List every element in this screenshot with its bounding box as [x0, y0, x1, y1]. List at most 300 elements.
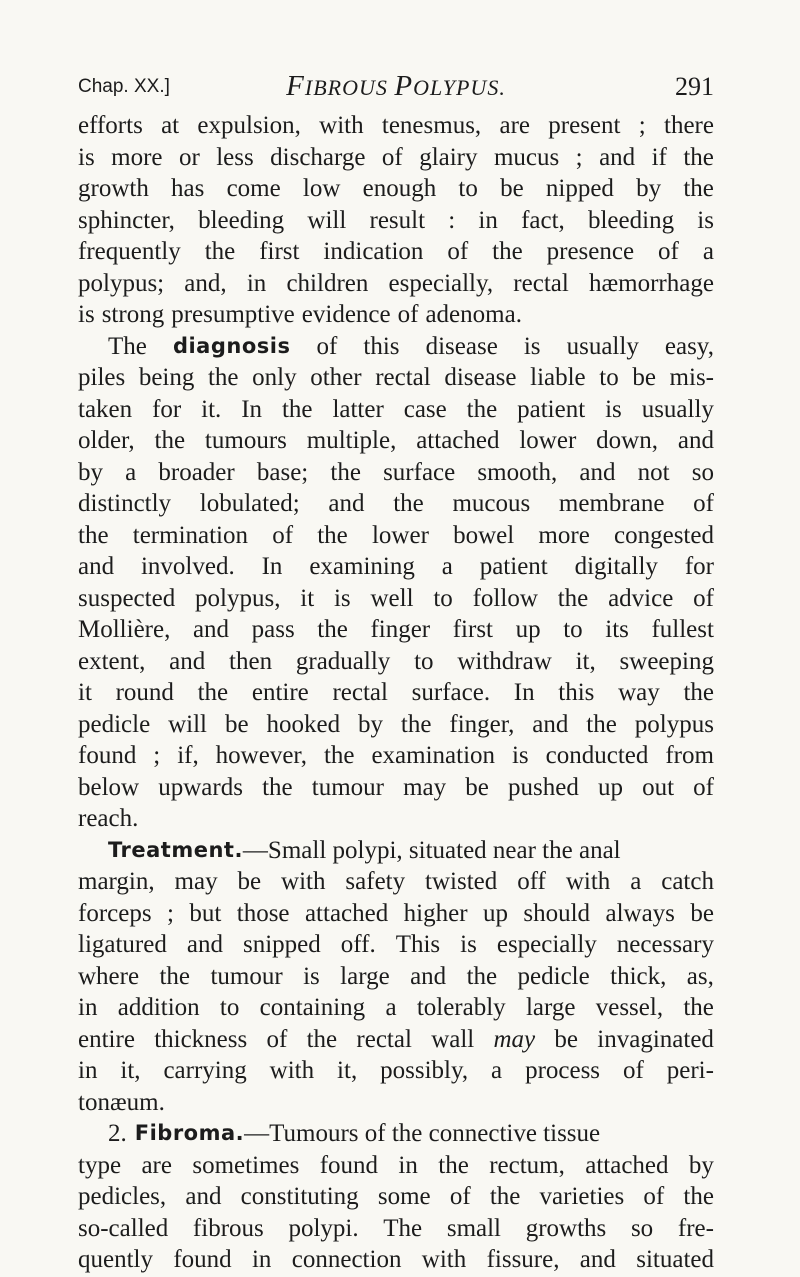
word: vessel,: [595, 994, 664, 1021]
word: the: [438, 1151, 469, 1179]
word: usually: [566, 332, 639, 360]
word: its: [605, 616, 629, 643]
word: if,: [177, 742, 199, 769]
word: sweeping: [619, 647, 714, 675]
word: the: [466, 962, 498, 990]
word: a: [702, 238, 714, 265]
word: strong: [101, 301, 165, 328]
chapter-label: Chap. XX.]: [78, 76, 170, 97]
word: reach.: [78, 805, 139, 832]
word: efforts: [78, 112, 143, 139]
word: rectal: [513, 269, 569, 297]
word: lobulated;: [199, 490, 300, 517]
word: may: [174, 868, 218, 895]
word: large: [340, 962, 390, 990]
word: this: [558, 679, 595, 706]
text-line: [78, 331, 714, 363]
word: fact,: [521, 206, 565, 234]
word: and: [410, 962, 447, 990]
word: tumours: [204, 427, 287, 454]
word: the: [281, 395, 313, 423]
word: polypus,: [195, 584, 281, 612]
text-line: [78, 551, 714, 583]
word: surface.: [411, 679, 491, 706]
section-number: 2.: [108, 1120, 127, 1147]
word: so: [630, 1214, 654, 1242]
word: catch: [661, 868, 714, 895]
word: off.: [340, 931, 376, 958]
word: addition: [117, 994, 200, 1021]
word: termination: [132, 521, 248, 549]
text-line: [78, 1181, 714, 1213]
word: is: [460, 931, 477, 958]
word: be: [500, 175, 524, 202]
text-line: [78, 835, 714, 867]
word: with: [421, 1246, 467, 1273]
word: lower: [371, 521, 429, 549]
word: patient: [517, 395, 586, 423]
word: found: [173, 1246, 232, 1273]
word: is: [78, 143, 95, 171]
word: broader: [158, 458, 235, 486]
word: rectal: [375, 364, 431, 391]
word: large: [525, 994, 576, 1021]
word: case: [403, 395, 447, 423]
word: pass: [251, 616, 295, 643]
word: upwards: [158, 773, 243, 801]
word: this: [363, 332, 400, 360]
word: the: [323, 742, 355, 769]
word: ;: [153, 742, 161, 769]
word: the: [586, 710, 617, 738]
word: may: [403, 773, 447, 801]
word: mis-: [669, 364, 714, 391]
word: has: [171, 175, 205, 202]
word: situated: [636, 1246, 714, 1273]
word: is: [333, 584, 351, 612]
word: examining: [309, 553, 415, 580]
word: quently: [78, 1246, 153, 1273]
word: is: [523, 332, 541, 360]
word: of: [693, 490, 714, 517]
word: be: [224, 710, 249, 738]
word: found: [78, 742, 137, 769]
word: fre-: [677, 1214, 714, 1242]
word: nipped: [545, 175, 614, 202]
word: twisted: [425, 868, 498, 895]
word: by: [636, 175, 662, 202]
word: rectal: [356, 1025, 412, 1053]
word: tolerably: [416, 994, 506, 1021]
word: congested: [614, 521, 714, 549]
text-line: [78, 425, 714, 457]
word: distinctly: [78, 490, 172, 517]
text-line: [78, 1150, 714, 1182]
word: bleeding: [198, 206, 285, 234]
word: the: [492, 238, 523, 265]
word: bleeding: [587, 206, 675, 234]
word: off: [517, 868, 546, 895]
text-line: [78, 236, 714, 268]
word: down,: [596, 427, 658, 454]
word: ;: [167, 899, 174, 927]
word: wall: [431, 1025, 475, 1053]
text-line: [78, 898, 714, 930]
word: The: [383, 1214, 423, 1242]
word: then: [229, 647, 273, 675]
word: first: [452, 616, 494, 643]
word: from: [665, 742, 714, 769]
word: in: [246, 269, 267, 297]
word: be: [690, 899, 714, 927]
word: but: [189, 899, 222, 927]
word: liable: [530, 364, 586, 391]
word: conducted: [545, 742, 649, 769]
word: withdraw: [457, 647, 552, 675]
word: polypus;: [78, 269, 165, 297]
word: safety: [345, 868, 406, 895]
word: be: [465, 773, 489, 801]
word: present: [548, 112, 621, 139]
word: to: [563, 616, 583, 643]
word: the: [197, 679, 229, 706]
word: in: [478, 206, 498, 234]
text-line: [78, 866, 714, 898]
word: the: [683, 1183, 714, 1210]
word: it: [300, 584, 315, 612]
word: suspected: [78, 584, 176, 612]
word: first: [259, 238, 300, 265]
word: it,: [575, 647, 596, 675]
word: and: [185, 1183, 222, 1210]
word: sphincter,: [78, 206, 175, 234]
word: of: [272, 521, 294, 549]
word: it,: [337, 1057, 358, 1084]
word: of: [693, 584, 714, 612]
body-text: [78, 110, 714, 1276]
text-line: [78, 677, 714, 709]
word: a: [630, 868, 642, 895]
word: to: [219, 994, 240, 1021]
word: growth: [78, 175, 149, 202]
word: advice: [608, 584, 674, 612]
word: the: [557, 584, 589, 612]
word: low: [302, 175, 341, 202]
word: attached: [304, 899, 389, 927]
word: the: [262, 773, 293, 801]
word: especially,: [388, 269, 494, 297]
word: of: [266, 1025, 288, 1053]
word: attached: [585, 1151, 669, 1179]
word: rectum,: [489, 1151, 565, 1179]
word: frequently: [78, 238, 181, 265]
word: growths: [525, 1214, 607, 1242]
word: of: [316, 332, 338, 360]
word: sometimes: [192, 1151, 300, 1179]
word: and: [599, 143, 636, 171]
word: of: [658, 238, 679, 265]
word: and: [78, 553, 115, 580]
text-line: [78, 110, 714, 142]
word: up: [597, 773, 623, 801]
word: the: [154, 427, 186, 454]
word: carrying: [163, 1057, 247, 1084]
word: the: [466, 395, 498, 423]
word: the: [393, 490, 424, 517]
word: the: [683, 679, 714, 706]
word: found: [319, 1151, 379, 1179]
word: are: [499, 112, 530, 139]
word: constituting: [240, 1183, 359, 1210]
word: connection: [291, 1246, 402, 1273]
word: indication: [323, 238, 424, 265]
word: examination: [371, 742, 496, 769]
word: smooth,: [477, 458, 558, 486]
word: is: [511, 742, 529, 769]
word: :: [448, 206, 456, 234]
word: discharge: [270, 143, 366, 171]
word: the: [204, 238, 236, 265]
word: and: [192, 616, 230, 643]
word: so-called: [78, 1214, 169, 1242]
word: entire: [251, 679, 309, 706]
text-line: [78, 992, 714, 1024]
text-line: [78, 646, 714, 678]
word: necessary: [616, 931, 714, 958]
word: be: [632, 364, 656, 391]
word: presence: [546, 238, 635, 265]
word: In: [513, 679, 535, 706]
text-line: [78, 142, 714, 174]
text-line: [78, 1087, 714, 1119]
word: and: [579, 1246, 616, 1273]
word: a: [385, 994, 397, 1021]
word: adenoma.: [425, 301, 522, 328]
word: extent,: [78, 647, 146, 675]
word: snipped: [242, 931, 321, 958]
section-heading: Treatment.: [108, 837, 243, 862]
word: mucus: [493, 143, 560, 171]
word: lower: [519, 427, 577, 454]
word: less: [216, 143, 254, 171]
word: and: [677, 427, 714, 454]
word: disease: [425, 332, 498, 360]
word: it,: [120, 1057, 141, 1084]
word: to: [433, 584, 453, 612]
word: The: [108, 332, 147, 360]
word: round: [115, 679, 174, 706]
text-line: [78, 1055, 714, 1087]
word: to: [414, 647, 434, 675]
word: or: [178, 143, 200, 171]
text-line: [78, 772, 714, 804]
word: for: [152, 395, 182, 423]
word: bowel: [453, 521, 515, 549]
word: taken: [78, 395, 133, 423]
word: always: [605, 899, 675, 927]
word: hæmorrhage: [588, 269, 714, 297]
word: and,: [184, 269, 227, 297]
word: with: [319, 112, 364, 139]
word: margin,: [78, 868, 155, 895]
word: of: [693, 773, 714, 801]
word: varieties: [539, 1183, 625, 1210]
text-line: [78, 1118, 714, 1150]
word: patient: [479, 553, 548, 580]
word: of: [397, 301, 419, 328]
word: it: [78, 679, 92, 706]
word: is: [697, 206, 714, 234]
word: fissure,: [486, 1246, 560, 1273]
word: enough: [362, 175, 437, 202]
word: be: [237, 868, 262, 895]
section-text: —Tumours of the connective tissue: [244, 1120, 601, 1147]
word: only: [252, 364, 297, 391]
word: below: [78, 773, 140, 801]
word: up: [515, 616, 541, 643]
word: In: [241, 395, 263, 423]
text-line: [78, 457, 714, 489]
word: type: [78, 1151, 122, 1179]
word: small: [446, 1214, 502, 1242]
word: finger: [370, 616, 431, 643]
word: process: [525, 1057, 601, 1084]
running-title: FIBROUS POLYPUS.: [286, 70, 506, 102]
text-line: [78, 362, 714, 394]
word: membrane: [558, 490, 665, 517]
word: the: [306, 1025, 338, 1053]
word: pedicle: [78, 710, 151, 738]
word: is: [78, 301, 95, 328]
word: it.: [201, 395, 222, 423]
word: may: [493, 1025, 536, 1053]
word: the: [683, 994, 714, 1021]
word: as,: [686, 962, 714, 990]
word: peri-: [666, 1057, 714, 1084]
word: will: [168, 710, 208, 738]
word: gradually: [295, 647, 391, 675]
word: however,: [215, 742, 307, 769]
word: and: [532, 710, 569, 738]
word: especially: [496, 931, 597, 958]
word: to: [599, 364, 619, 391]
text-line: [78, 488, 714, 520]
text-line: [78, 205, 714, 237]
word: the: [330, 458, 361, 486]
word: easy,: [664, 332, 714, 360]
word: tenesmus,: [381, 112, 482, 139]
text-line: [78, 1244, 714, 1276]
word: be: [554, 1025, 579, 1053]
word: Mollière,: [78, 616, 171, 643]
word: the: [78, 521, 109, 549]
word: the: [207, 364, 239, 391]
word: will: [307, 206, 347, 234]
word: by: [78, 458, 103, 486]
word: rectal: [332, 679, 388, 706]
text-line: [78, 583, 714, 615]
word: the: [683, 143, 714, 171]
word: pedicles,: [78, 1183, 167, 1210]
word: are: [141, 1151, 172, 1179]
word: with: [281, 868, 326, 895]
word: latter: [332, 395, 384, 423]
text-line: [78, 961, 714, 993]
word: well: [370, 584, 414, 612]
word: base;: [256, 458, 309, 486]
word: older,: [78, 427, 135, 454]
word: so: [691, 458, 714, 486]
section-text: —Small polypi, situated near the anal: [242, 836, 621, 864]
word: pedicle: [517, 962, 590, 990]
word: glairy: [419, 143, 478, 171]
word: where: [78, 962, 140, 990]
word: digitally: [574, 553, 658, 580]
word: out: [642, 773, 675, 801]
text-line: [78, 929, 714, 961]
word: This: [395, 931, 441, 958]
word: hooked: [266, 710, 341, 738]
text-line: [78, 803, 714, 835]
word: being: [138, 364, 195, 391]
word: thickness: [154, 1025, 248, 1053]
word: pushed: [508, 773, 579, 801]
word: by: [358, 710, 383, 738]
word: by: [688, 1151, 714, 1179]
word: expulsion,: [197, 112, 301, 139]
word: tonæum.: [78, 1088, 165, 1116]
word: in: [78, 1057, 98, 1084]
word: should: [523, 899, 591, 927]
text-line: [78, 299, 714, 331]
word: way: [618, 679, 660, 706]
word: in: [251, 1246, 272, 1273]
word: a: [441, 553, 453, 580]
word: ligatured: [78, 931, 167, 958]
word: up: [482, 899, 508, 927]
word: the: [489, 1183, 521, 1210]
word: ;: [638, 112, 646, 139]
text-line: [78, 394, 714, 426]
word: some: [377, 1183, 431, 1210]
word: is: [605, 395, 622, 423]
word: there: [664, 112, 714, 139]
word: evidence: [301, 301, 391, 328]
word: invaginated: [597, 1025, 714, 1053]
word: for: [684, 553, 714, 580]
word: of: [381, 143, 403, 171]
word: with: [269, 1057, 315, 1084]
word: mucous: [452, 490, 531, 517]
word: come: [226, 175, 281, 202]
word: multiple,: [306, 427, 397, 454]
text-line: [78, 614, 714, 646]
word: is: [303, 962, 320, 990]
word: the: [400, 710, 432, 738]
word: and: [186, 931, 223, 958]
word: involved.: [140, 553, 235, 580]
word: follow: [472, 584, 538, 612]
word: the: [317, 521, 348, 549]
section-heading: Fibroma.: [134, 1121, 245, 1145]
word: of: [643, 1183, 665, 1210]
text-line: [78, 1024, 714, 1056]
text-line: [78, 740, 714, 772]
word: and: [579, 458, 616, 486]
word: result: [369, 206, 426, 234]
word: children: [286, 269, 369, 297]
word: higher: [403, 899, 468, 927]
